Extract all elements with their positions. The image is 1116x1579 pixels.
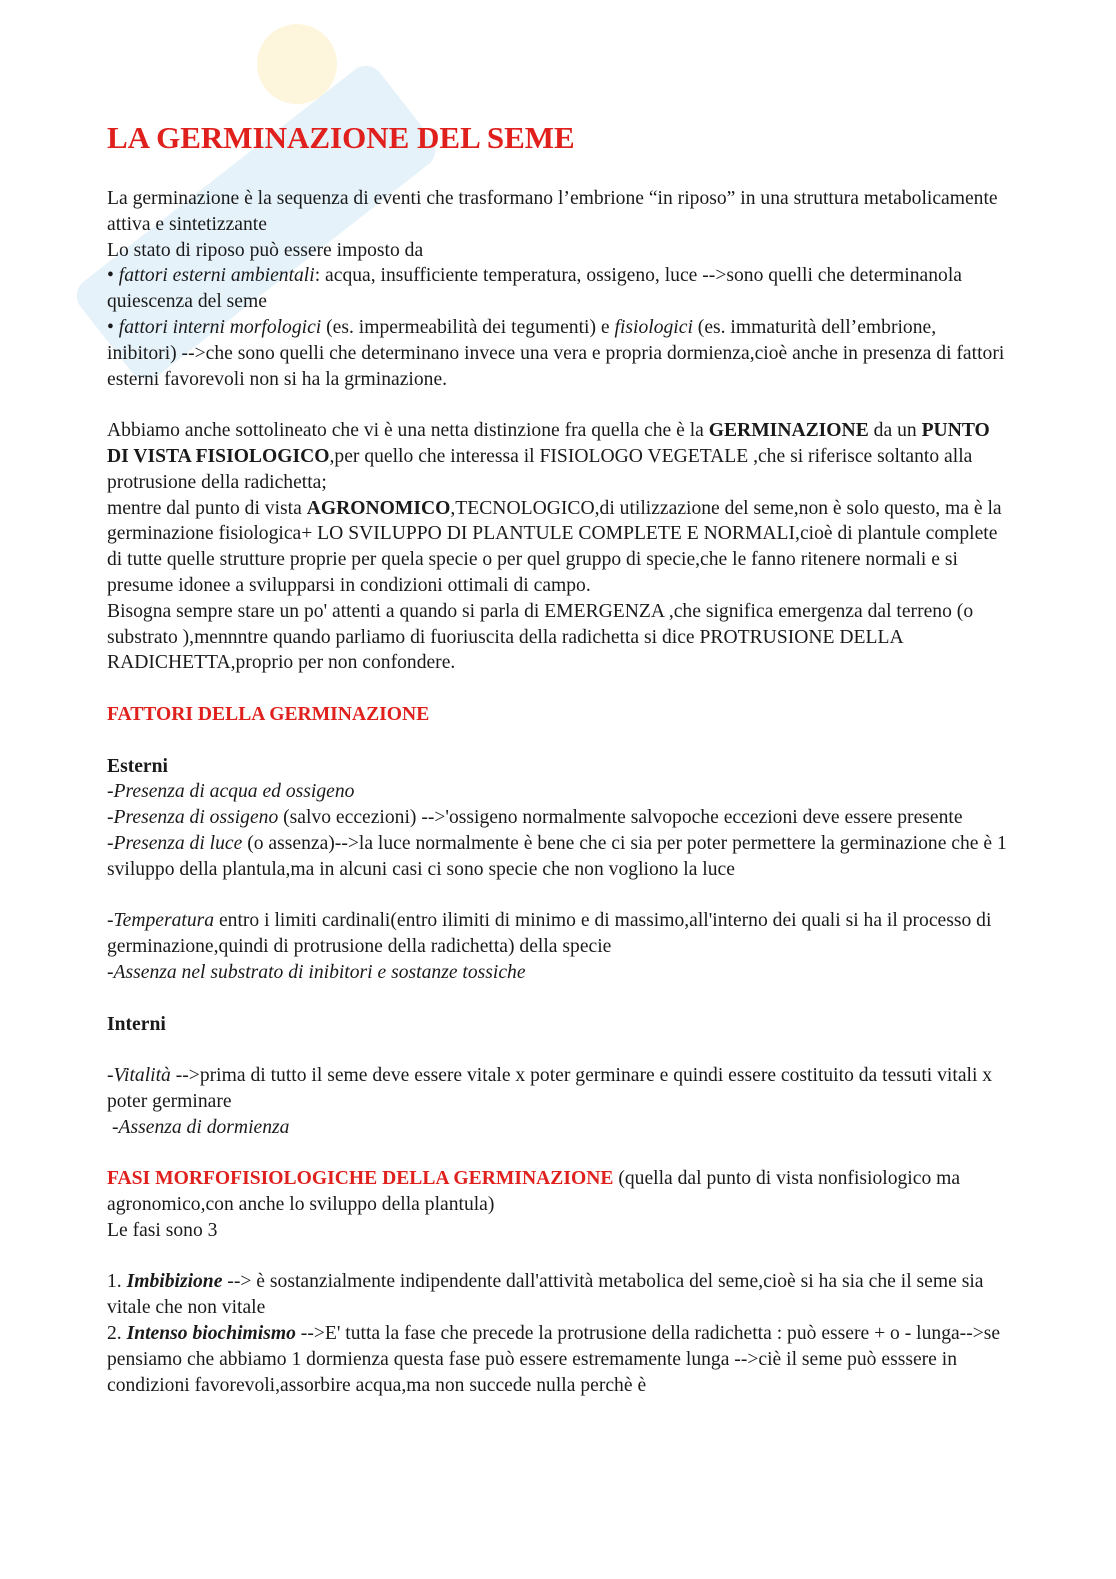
phase-item (107, 1321, 1007, 1398)
section-heading: FASI MORFOFISIOLOGICHE DELLA GERMINAZIONE (107, 1168, 614, 1190)
bullet-marker: • (107, 265, 119, 287)
body-text: -->E' tutta la fase che precede la protrusione della radichetta : può essere + o - lunga-->se pensiamo che abbiamo 1 dormienza questa fase può essere estremamente lunga -->ciè il seme può esssere in condizioni favorevoli,assorbire acqua,ma non succede nulla perchè è (107, 1323, 1001, 1396)
body-text: entro i limiti cardinali(entro ilimiti di minimo e di massimo,all'interno dei quali si ha il processo di germinazione,quindi di protrusione della radichetta) della specie (107, 910, 992, 958)
subheading-internal (107, 1012, 1007, 1038)
page-title: LA GERMINAZIONE DEL SEME (107, 120, 575, 155)
body-text: --> è sostanzialmente indipendente dall'attività metabolica del seme,cioè si ha sia che il seme sia vitale che non vitale (107, 1271, 984, 1319)
factor-item (107, 1115, 1007, 1141)
distinction-paragraph (107, 418, 1007, 495)
emphasis-text: -Temperatura (107, 910, 215, 932)
bold-text: GERMINAZIONE (708, 420, 869, 442)
intro-paragraph: La germinazione è la sequenza di eventi che trasformano l’embrione “in riposo” in una struttura metabolicamente attiva e sintetizzante (107, 188, 998, 235)
body-text: (quella dal punto di vista nonfisiologico ma agronomico,con anche lo sviluppo della plantula) (107, 1168, 961, 1216)
list-number: 2. (107, 1323, 127, 1345)
phases-section (107, 1166, 1007, 1398)
document-page (107, 118, 1007, 1398)
body-text: ,TECNOLOGICO,di utilizzazione del seme,non è solo questo, ma è la germinazione fisiologica+ LO SVILUPPO DI PLANTULE COMPLETE E NORMALI,cioè di plantule complete di tutte quelle strutture proprie per quela specie o per quel gruppo di specie,che le fanno ritenere normali e si presume idonee a svilupparsi in condizioni ottimali di campo. (107, 497, 1002, 596)
bold-text: Interni (107, 1013, 166, 1035)
body-text: Abbiamo anche sottolineato che vi è una netta distinzione fra quella che è la (107, 420, 709, 442)
emphasis-text: fisiologici (614, 316, 693, 338)
emphasis-text: fattori interni morfologici (118, 316, 322, 338)
emphasis-text: -Vitalità (107, 1065, 171, 1087)
body-text: mentre dal punto di vista (107, 497, 307, 519)
body-text: (salvo eccezioni) -->'ossigeno normalmente salvopoche eccezioni deve essere presente (278, 807, 963, 829)
bold-text: AGRONOMICO (306, 497, 451, 519)
body-text: (es. immaturità dell’embrione, inibitori) -->che sono quelli che determinano invece una vera e propria dormienza,cioè anche in presenza di fattori esterni favorevoli non si ha la grminazione. (107, 316, 1005, 390)
bullet-external-factors (107, 263, 1007, 315)
factor-item (107, 831, 1007, 883)
body-text: (es. impermeabilità dei tegumenti) e (321, 316, 615, 338)
list-number: 1. (107, 1271, 127, 1293)
subheading-external (107, 754, 1007, 780)
distinction-paragraph (107, 496, 1007, 599)
bold-text: PUNTO DI VISTA FISIOLOGICO (107, 420, 990, 467)
body-text: : acqua, insufficiente temperatura, ossigeno, luce -->sono quelli che determinanola quiescenza del seme (107, 265, 962, 313)
intro-paragraph: Lo stato di riposo può essere imposto da (107, 239, 424, 261)
factor-item (107, 779, 1007, 805)
body-text: ,per quello che interessa il FISIOLOGO VEGETALE ,che si riferisce soltanto alla protrusione della radichetta; (107, 445, 973, 493)
body-text: -->prima di tutto il seme deve essere vitale x poter germinare e quindi essere costituito da tessuti vitali x poter germinare (107, 1065, 993, 1112)
section-heading: FATTORI DELLA GERMINAZIONE (107, 703, 430, 725)
body-text: (o assenza)-->la luce normalmente è bene che ci sia per poter permettere la germinazione che è 1 sviluppo della plantula,ma in alcuni casi ci sono specie che non vogliono la luce (107, 832, 1007, 880)
emphasis-text: -Assenza nel substrato di inibitori e sostanze tossiche (107, 961, 526, 983)
emphasis-text: -Presenza di acqua ed ossigeno (107, 781, 355, 803)
distinction-paragraph: Bisogna sempre stare un po' attenti a quando si parla di EMERGENZA ,che significa emergenza dal terreno (o substrato ),mennntre quando parliamo di fuoriuscita della radichetta si dice PROTRUSIONE DELLA RADICHETTA,proprio per non confondere. (107, 600, 974, 674)
phase-name: Imbibizione (126, 1271, 223, 1293)
emphasis-text: fattori esterni ambientali (118, 265, 315, 287)
factor-item (107, 908, 1007, 960)
phases-count: Le fasi sono 3 (107, 1219, 218, 1241)
factor-item (107, 805, 1007, 831)
phases-heading (107, 1166, 1007, 1218)
phase-name: Intenso biochimismo (126, 1323, 296, 1345)
emphasis-text: -Assenza di dormienza (112, 1116, 290, 1138)
emphasis-text: -Presenza di luce (107, 832, 243, 854)
body-text: da un (868, 420, 922, 442)
bullet-internal-factors (107, 315, 1007, 392)
phase-item (107, 1269, 1007, 1321)
intro-section (107, 186, 1007, 392)
emphasis-text: -Presenza di ossigeno (107, 807, 279, 829)
factor-item (107, 960, 1007, 986)
factors-section (107, 702, 1007, 1141)
bold-text: Esterni (107, 755, 168, 777)
factor-item (107, 1063, 1007, 1115)
bullet-marker: • (107, 316, 119, 338)
distinction-section (107, 418, 1007, 676)
